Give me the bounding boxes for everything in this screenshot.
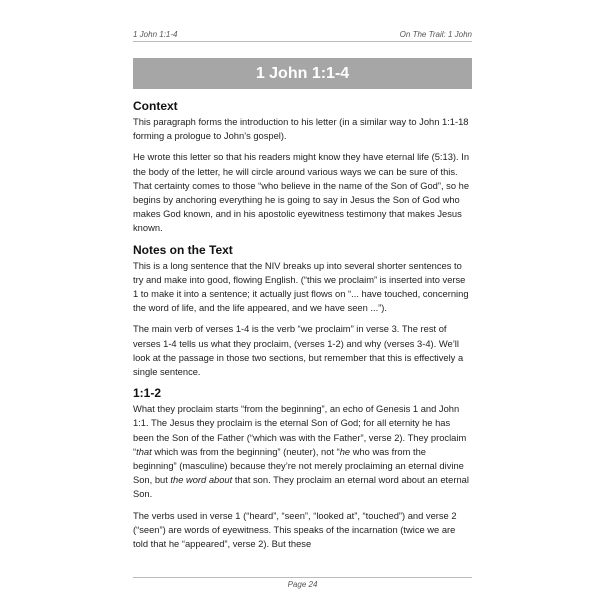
body-text: [133, 99, 472, 558]
heading-verse: 1:1-2: [133, 386, 162, 401]
text-run: What they proclaim starts “from the beginning”, an echo of Genesis 1 and John 1:1. The Jesus they proclaim is the eternal Son of God; for all eternity he has been the Son of the Father (“which was with the Father”, verse 2). They proclaim “: [133, 404, 467, 457]
paragraph: The verbs used in verse 1 (“heard”, “seen”, “looked at”, “touched”) and verse 2 (“seen”) are words of eyewitness. This speaks of the incarnation (twice we are told that he “appeared”, verse 2). But these: [133, 510, 457, 550]
paragraph: This paragraph forms the introduction to his letter (in a similar way to John 1:1-18 forming a prologue to John’s gospel).: [133, 117, 469, 142]
paragraph: The main verb of verses 1-4 is the verb “we proclaim” in verse 3. The rest of verses 1-4 tells us what they proclaim, (verses 1-2) and why (verses 3-4). We’ll look at the passage in those two sections, but remember that this is effectively a single sentence.: [133, 324, 464, 378]
paragraph: This is a long sentence that the NIV breaks up into several shorter sentences to try and make into good, flowing English. (“this we proclaim” is inserted into verse 1 to make it into a sentence; it actually just flows on “... have touched, concerning the word of life, and the life appeared, and we have seen ...”).: [133, 260, 469, 314]
emphasis: that: [136, 446, 152, 457]
header-chapter: 1 John 1:1-4: [133, 30, 178, 39]
page-number: Page 24: [133, 577, 472, 591]
header-book-title: On The Trail: 1 John: [399, 30, 472, 39]
emphasis: he: [339, 446, 351, 457]
text-run: that son. They proclaim an eternal word about an eternal Son.: [133, 475, 469, 500]
running-header: [133, 30, 472, 42]
paragraph: He wrote this letter so that his readers might know they have eternal life (5:13). In the body of the letter, he will circle around various ways we can be sure of this. That certainty comes to those “who believe in the name of the Son of God”, so he begins by anchoring everything he is going to say in Jesus the Son of God who makes God known, and in his apostolic eyewitness testimony that makes Jesus known.: [133, 152, 470, 234]
paragraph: [133, 402, 472, 501]
heading-notes: Notes on the Text: [133, 242, 233, 257]
text-run: which was from the beginning” (neuter), not “: [151, 446, 340, 457]
emphasis: the word about: [170, 475, 233, 486]
page-title: 1 John 1:1-4: [133, 58, 472, 89]
heading-context: Context: [133, 99, 178, 113]
text-run: who was from the beginning” (masculine) because they’re not merely proclaiming an eternal divine Son, but: [133, 446, 464, 486]
